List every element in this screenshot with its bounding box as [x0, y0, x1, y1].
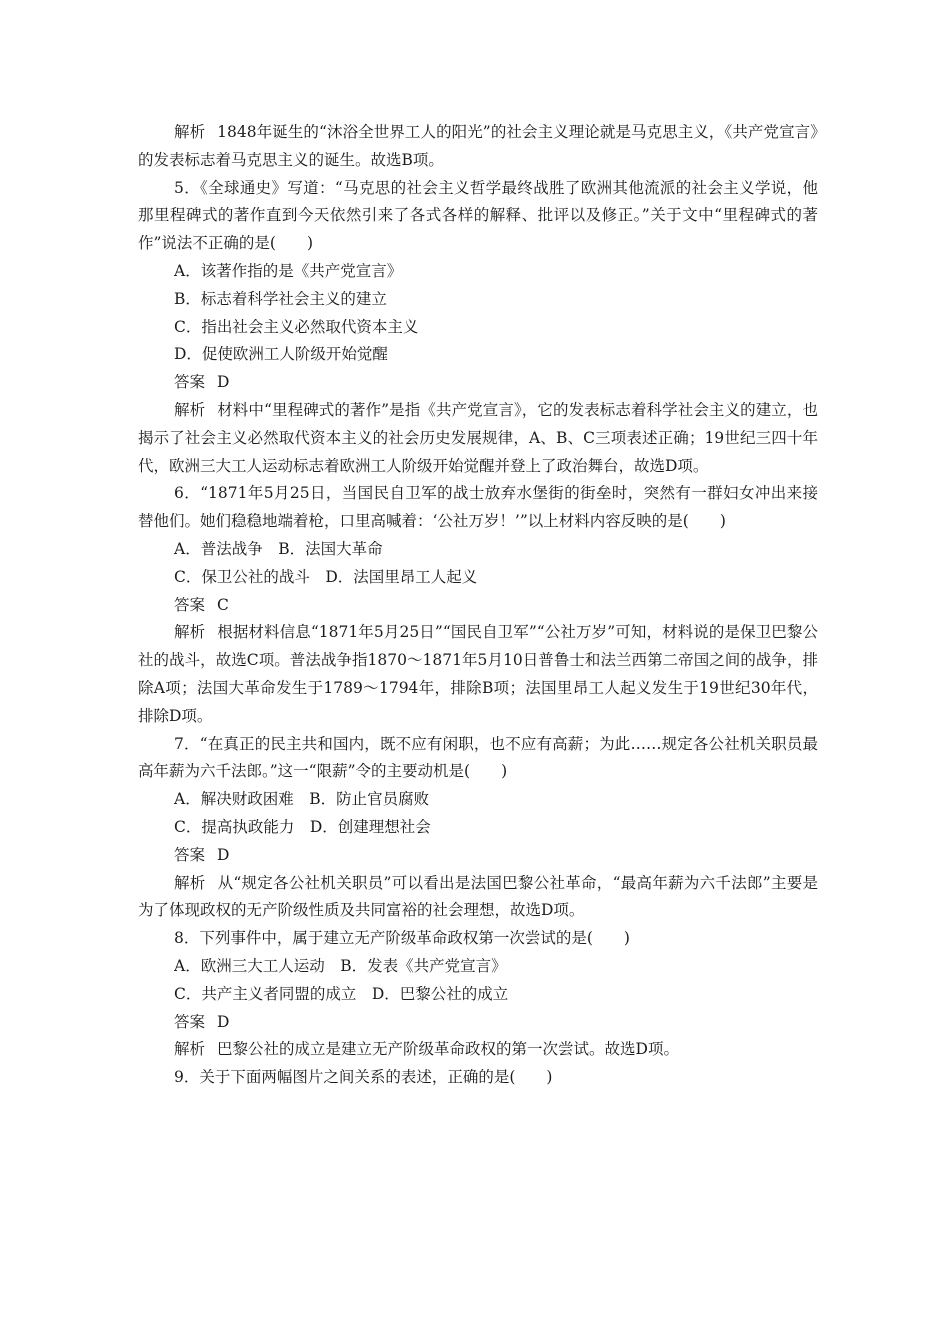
q5-option-d: D．促使欧洲工人阶级开始觉醒 [174, 345, 388, 364]
q5-option-b: B．标志着科学社会主义的建立 [174, 289, 387, 308]
q8-options-row-1: A．欧洲三大工人运动 B．发表《共产党宣言》 [174, 956, 507, 975]
q8-answer [138, 1009, 818, 1037]
q8-analysis-text: 巴黎公社的成立是建立无产阶级革命政权的第一次尝试。故选D项。 [217, 1040, 679, 1059]
q6-answer [138, 592, 818, 620]
q8-analysis [138, 1036, 818, 1064]
q5-option-a: A．该著作指的是《共产党宣言》 [174, 261, 403, 280]
q7-stem: 7．“在真正的民主共和国内，既不应有闲职，也不应有高薪；为此……规定各公社机关职员最高年薪为六千法郎。”这一“限薪”令的主要动机是( ) [138, 734, 818, 781]
q6-stem: 6．“1871年5月25日，当国民自卫军的战士放弃水堡街的街垒时，突然有一群妇女冲出来接替他们。她们稳稳地端着枪，口里高喊着：‘公社万岁！’”以上材料内容反映的是( ) [138, 484, 818, 531]
q4-analysis-text: 1848年诞生的“沐浴全世界工人的阳光”的社会主义理论就是马克思主义，《共产党宣言》的发表标志着马克思主义的诞生。故选B项。 [138, 123, 818, 169]
q7-answer-label: 答案 [174, 845, 206, 864]
q5-analysis [138, 397, 818, 480]
q7-analysis [138, 870, 818, 926]
q4-analysis [138, 119, 818, 175]
q5-stem: 5．《全球通史》写道：“马克思的社会主义哲学最终战胜了欧洲其他流派的社会主义学说，他那里程碑式的著作直到今天依然引来了各式各样的解释、批评以及修正。”关于文中“里程碑式的著作”说法不正确的是( ) [138, 178, 818, 253]
q9-stem: 9．关于下面两幅图片之间关系的表述，正确的是( ) [174, 1068, 553, 1087]
q6-options-row-2: C．保卫公社的战斗 D．法国里昂工人起义 [174, 567, 478, 586]
q7-analysis-label: 解析 [174, 873, 206, 892]
q5-answer-label: 答案 [174, 373, 206, 392]
q5-option-c: C．指出社会主义必然取代资本主义 [174, 317, 419, 336]
q8-stem: 8．下列事件中，属于建立无产阶级革命政权第一次尝试的是( ) [174, 929, 630, 948]
q8-answer-value: D [217, 1012, 230, 1031]
q6-options-row-1: A．普法战争 B．法国大革命 [174, 539, 383, 558]
q7-options-row-2: C．提高执政能力 D．创建理想社会 [174, 817, 431, 836]
q7-answer-value: D [217, 845, 230, 864]
q7-options-row-1: A．解决财政困难 B．防止官员腐败 [174, 790, 430, 809]
q5-analysis-label: 解析 [174, 400, 206, 419]
q6-answer-value: C [217, 595, 229, 614]
q5-analysis-text: 材料中“里程碑式的著作”是指《共产党宣言》，它的发表标志着科学社会主义的建立，也揭示了社会主义必然取代资本主义的社会历史发展规律，A、B、C三项表述正确；19世纪三四十年代，欧洲三大工人运动标志着欧洲工人阶级开始觉醒并登上了政治舞台，故选D项。 [138, 400, 818, 475]
q6-answer-label: 答案 [174, 595, 206, 614]
q6-analysis [138, 619, 818, 730]
q6-analysis-label: 解析 [174, 623, 206, 642]
q5-answer-value: D [217, 373, 230, 392]
q4-analysis-label: 解析 [174, 123, 206, 141]
q7-analysis-text: 从“规定各公社机关职员”可以看出是法国巴黎公社革命，“最高年薪为六千法郎”主要是为了体现政权的无产阶级性质及共同富裕的社会理想，故选D项。 [138, 873, 818, 920]
q5-answer [138, 369, 818, 397]
q7-answer [138, 842, 818, 870]
document-body [138, 119, 818, 1092]
q8-answer-label: 答案 [174, 1012, 206, 1031]
q8-analysis-label: 解析 [174, 1040, 206, 1059]
q8-options-row-2: C．共产主义者同盟的成立 D．巴黎公社的成立 [174, 984, 509, 1003]
q6-analysis-text: 根据材料信息“1871年5月25日”“国民自卫军”“公社万岁”可知，材料说的是保卫巴黎公社的战斗，故选C项。普法战争指1870～1871年5月10日普鲁士和法兰西第二帝国之间的战争，排除A项；法国大革命发生于1789～1794年，排除B项；法国里昂工人起义发生于19世纪30年代，排除D项。 [138, 623, 818, 725]
